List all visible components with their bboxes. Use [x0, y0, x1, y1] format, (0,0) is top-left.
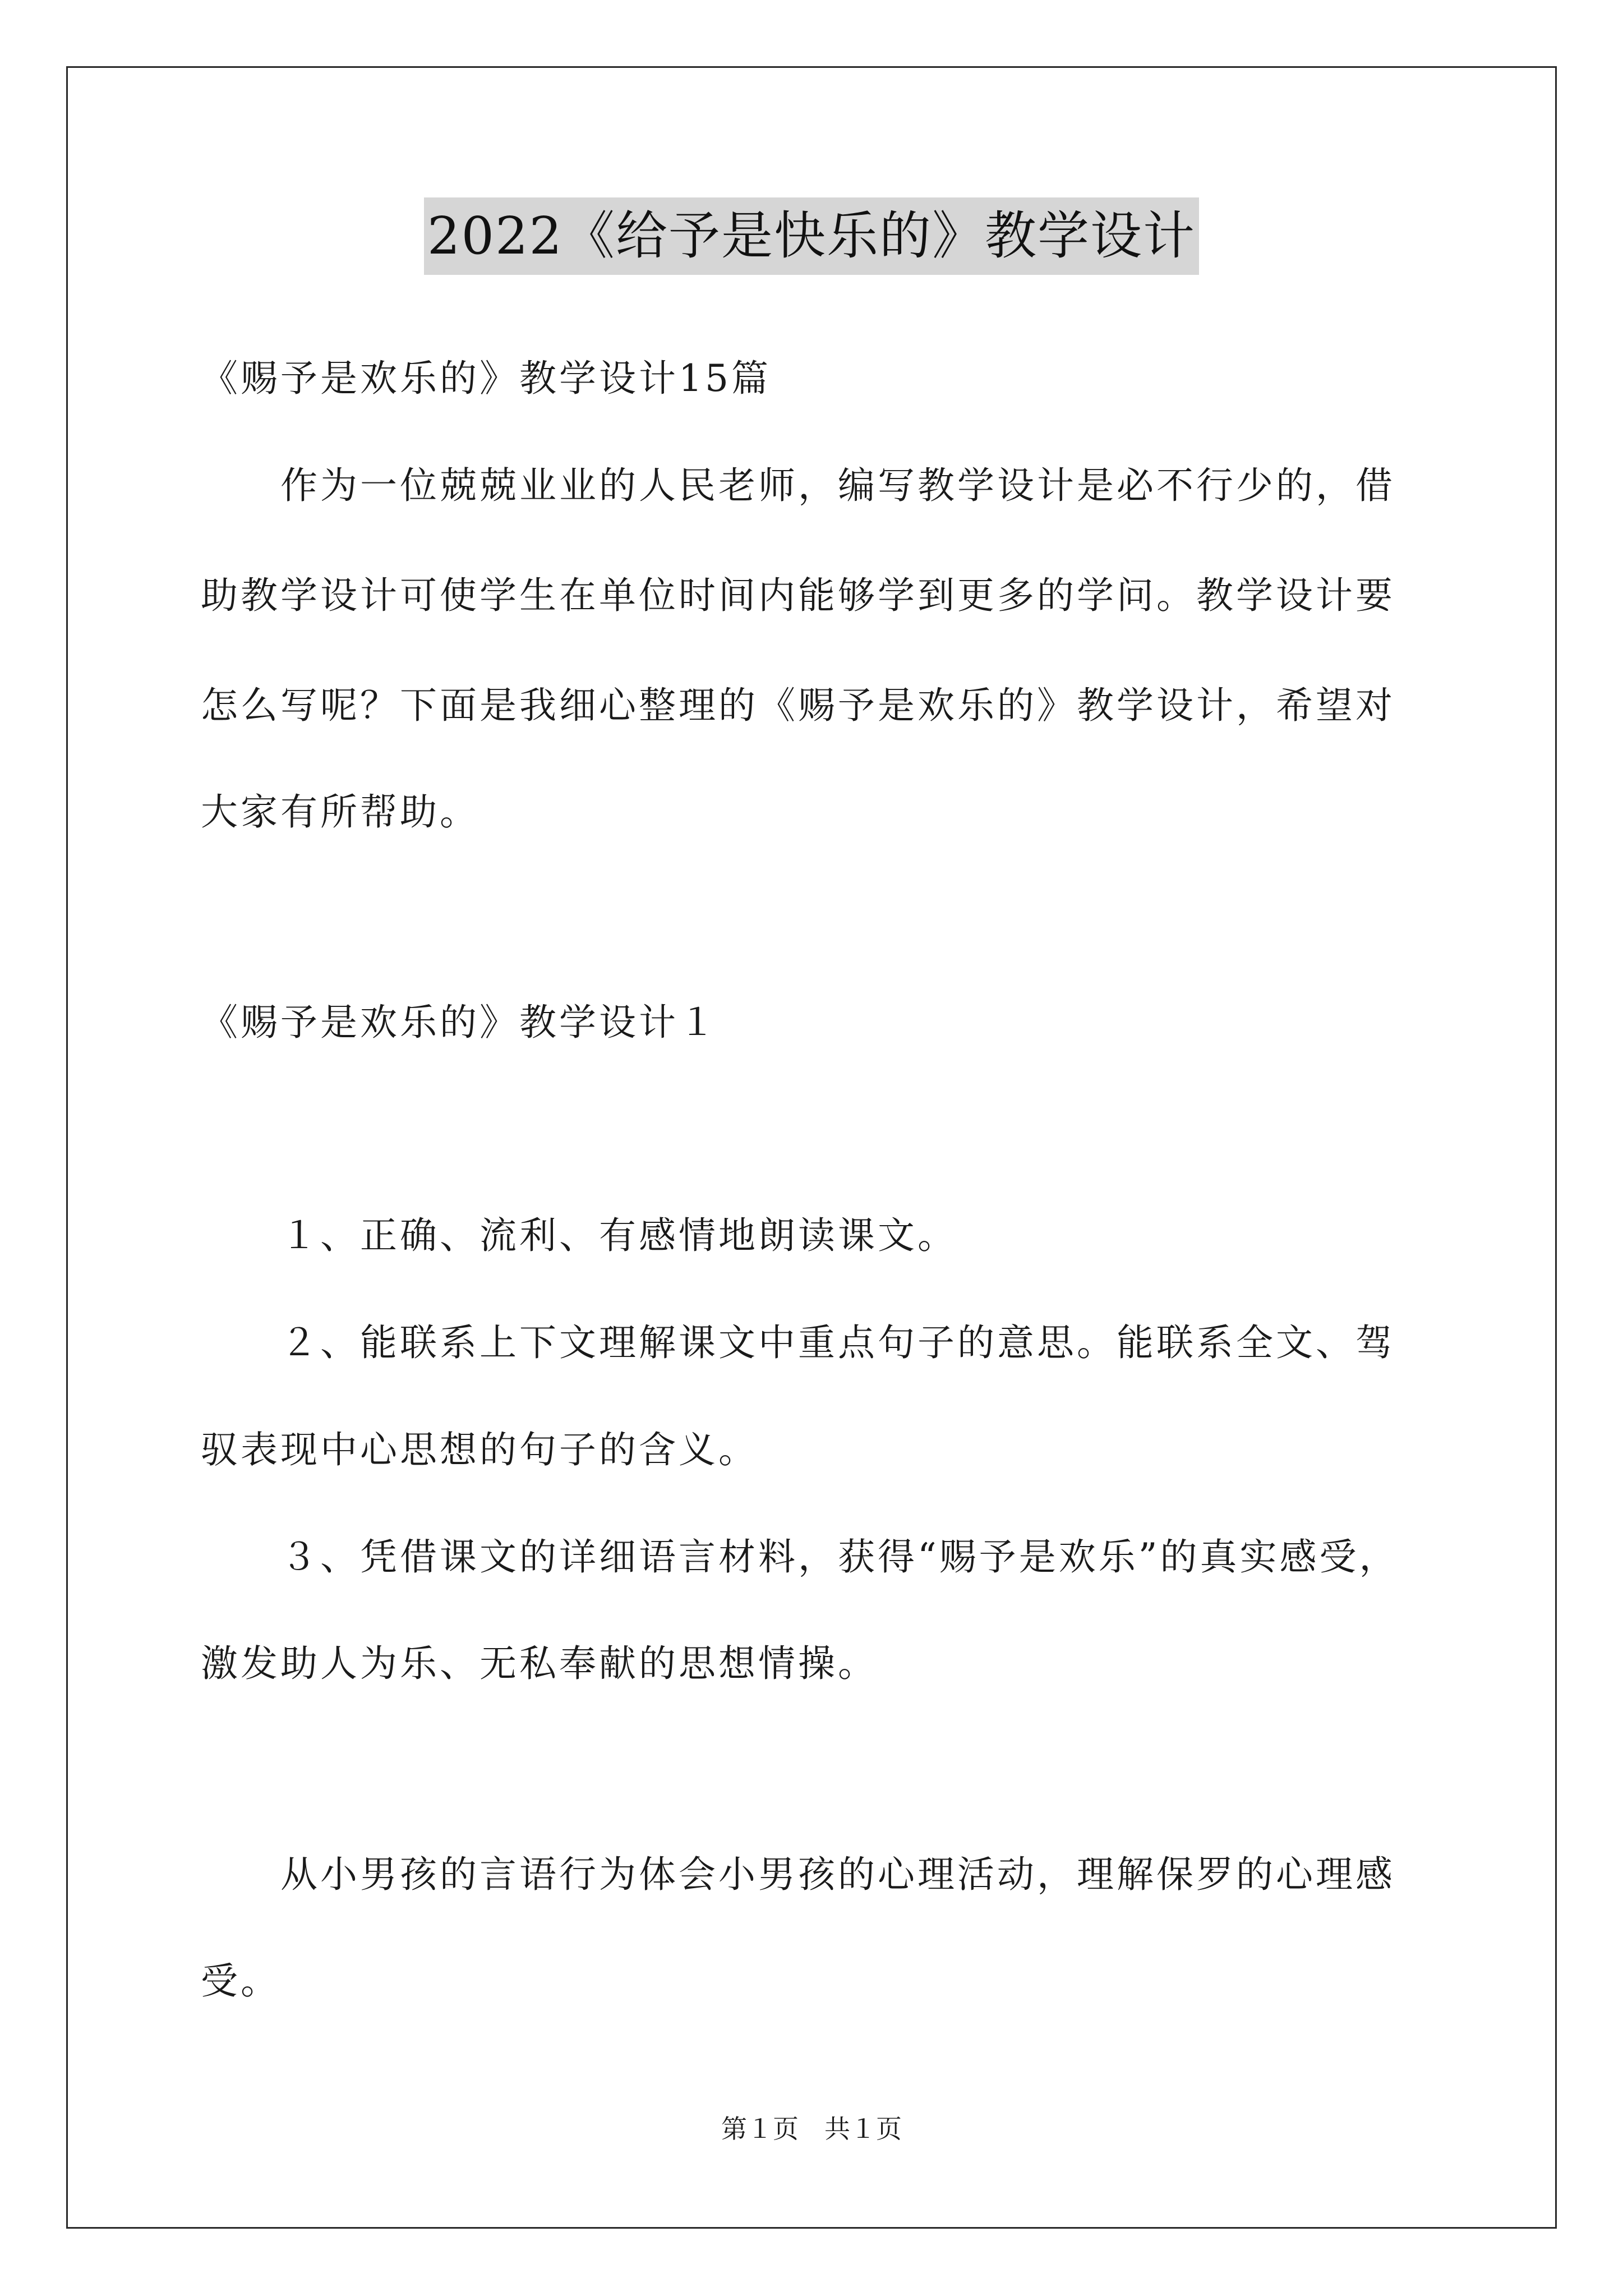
goal-line: ３、凭借课文的详细语言材料，获得“赐予是欢乐”的真实感受， — [280, 1535, 1399, 1579]
document-title: 2022《给予是快乐的》教学设计 — [424, 197, 1199, 275]
intro-line: 大家有所帮助。 — [201, 790, 479, 834]
intro-line: 助教学设计可使学生在单位时间内能够学到更多的学问。教学设计要 — [201, 574, 1395, 617]
section-heading: 《赐予是欢乐的》教学设计１ — [201, 1001, 718, 1044]
focus-line: 从小男孩的言语行为体会小男孩的心理活动，理解保罗的心理感 — [280, 1853, 1395, 1896]
document-subtitle: 《赐予是欢乐的》教学设计15篇 — [201, 357, 771, 400]
goal-line: ２、能联系上下文理解课文中重点句子的意思。能联系全文、驾 — [280, 1321, 1395, 1364]
goal-line: 激发助人为乐、无私奉献的思想情操。 — [201, 1642, 878, 1685]
intro-line: 怎么写呢？下面是我细心整理的《赐予是欢乐的》教学设计，希望对 — [201, 684, 1395, 727]
page-number: 第１页 共１页 — [721, 2114, 902, 2144]
title-container — [0, 197, 1623, 275]
goal-line: １、正确、流利、有感情地朗读课文。 — [280, 1214, 957, 1257]
intro-line: 作为一位兢兢业业的人民老师，编写教学设计是必不行少的，借 — [280, 464, 1395, 507]
focus-line: 受。 — [201, 1959, 280, 2003]
goal-line: 驭表现中心思想的句子的含义。 — [201, 1428, 758, 1471]
